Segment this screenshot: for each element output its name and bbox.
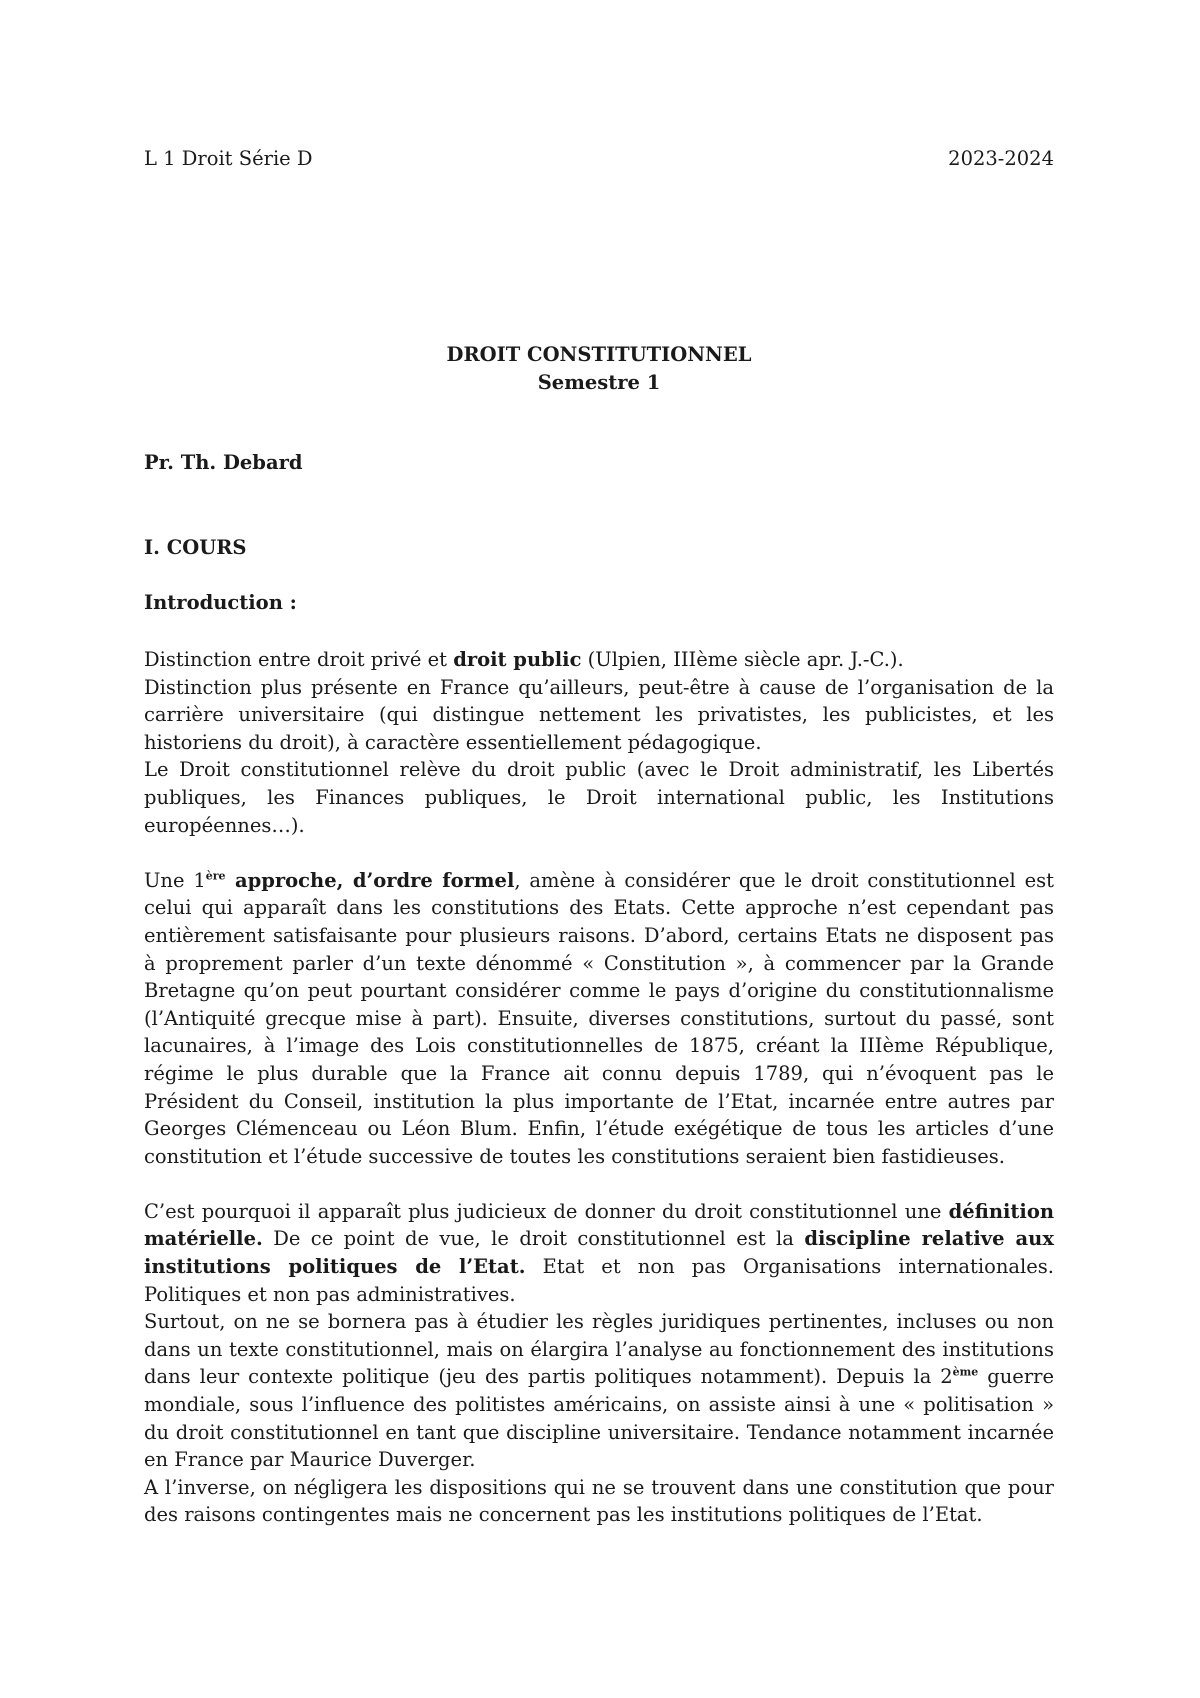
text-run: Distinction entre droit privé et <box>144 648 454 671</box>
paragraph-5 <box>144 1198 1054 1308</box>
paragraph-2: Distinction plus présente en France qu’ailleurs, peut-être à cause de l’organisation de la carrière universitaire (qui distingue nettement les privatistes, les publicistes, et les historiens du droit), à caractère essentiellement pédagogique. <box>144 675 1054 754</box>
paragraph-1 <box>144 646 1054 674</box>
text-run: , amène à considérer que le droit constitutionnel est celui qui apparaît dans les constitutions des Etats. Cette approche n’est cependant pas entièrement satisfaisante pour plusieurs raisons. D’abord, certains Etats ne disposent pas à proprement parler d’un texte dénommé « Constitution », à commencer par la Grande Bretagne qu’on peut pourtant considérer comme le pays d’origine du constitutionnalisme (l’Antiquité grecque mise à part). Ensuite, diverses constitutions, surtout du passé, sont lacunaires, à l’image des Lois constitutionnelles de 1875, créant la IIIème République, régime le plus durable que la France ait connu depuis 1789, qui n’évoquent pas le Président du Conseil, institution la plus importante de l’Etat, incarnée entre autres par Georges Clémenceau ou Léon Blum. Enfin, l’étude exégétique de tous les articles d’une constitution et l’étude successive de toutes les constitutions seraient bien fastidieuses. <box>144 868 1054 1168</box>
header-course: L 1 Droit Série D <box>144 147 313 170</box>
text-run: C’est pourquoi il apparaît plus judicieux de donner du droit constitutionnel une <box>144 1199 949 1223</box>
document-title: DROIT CONSTITUTIONNEL <box>446 343 752 366</box>
section-heading: I. COURS <box>144 536 247 559</box>
document-subtitle: Semestre 1 <box>537 371 661 394</box>
bold-term: discipline relative aux institutions politiques de l’Etat. <box>144 1227 1054 1279</box>
text-run: Etat et non pas Organisations internationales. Politiques et non pas administratives. <box>144 1255 1054 1306</box>
text-run: guerre mondiale, sous l’influence des politistes américains, on assiste ainsi à une « politisation » du droit constitutionnel en tant que discipline universitaire. Tendance notamment incarnée en France par Maurice Duverger. <box>144 1365 1054 1472</box>
ordinal-superscript: ère <box>205 869 226 883</box>
body-text <box>144 646 1054 1529</box>
subsection-heading: Introduction : <box>144 591 297 614</box>
paragraph-7: A l’inverse, on négligera les dispositions qui ne se trouvent dans une constitution que pour des raisons contingentes mais ne concernent pas les institutions politiques de l’Etat. <box>144 1475 1054 1527</box>
text-run: (Ulpien, IIIème siècle apr. J.-C.). <box>581 648 904 671</box>
bold-term: approche, d’ordre formel <box>225 868 515 892</box>
text-run: De ce point de vue, le droit constitutionnel est la <box>262 1227 805 1251</box>
text-run: Surtout, on ne se bornera pas à étudier les règles juridiques pertinentes, incluses ou non dans un texte constitutionnel, mais on élargira l’analyse au fonctionnement des institutions dans leur contexte politique (jeu des partis politiques notamment). Depuis la 2 <box>144 1310 1054 1389</box>
header-year: 2023-2024 <box>948 147 1054 170</box>
text-run: Une 1 <box>144 868 206 892</box>
bold-term: définition matérielle. <box>144 1199 1054 1251</box>
bold-term: droit public <box>453 648 582 671</box>
paragraph-6 <box>144 1308 1054 1474</box>
author: Pr. Th. Debard <box>144 451 303 474</box>
title-block <box>144 341 1054 397</box>
paragraph-3: Le Droit constitutionnel relève du droit public (avec le Droit administratif, les Libertés publiques, les Finances publiques, le Droit international public, les Institutions européennes…). <box>144 758 1054 837</box>
ordinal-superscript: ème <box>952 1365 979 1379</box>
paragraph-4 <box>144 867 1054 1171</box>
